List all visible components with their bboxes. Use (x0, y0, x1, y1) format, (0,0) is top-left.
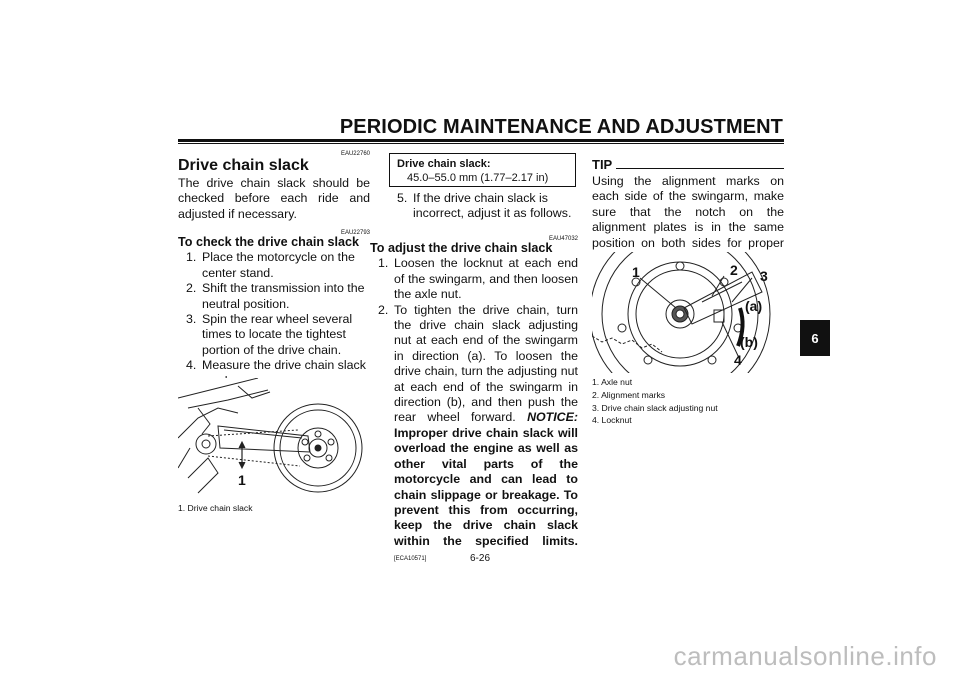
header-rule-thin (178, 143, 784, 144)
caption-item: 3. Drive chain slack adjusting nut (592, 402, 718, 413)
notice-code: [ECA10571] (394, 556, 427, 563)
step-text: Shift the transmission into the neutral position. (202, 281, 365, 311)
step-number: 2. (378, 302, 389, 317)
step-number: 1. (186, 250, 197, 265)
list-item (370, 303, 578, 568)
step-number: 4. (186, 358, 197, 373)
tip-label: TIP (592, 157, 613, 172)
callout-1: 1 (632, 264, 640, 280)
step-number: 5. (397, 191, 408, 205)
step-text: Measure the drive chain slack (202, 358, 366, 373)
figure-callout-1: 1 (238, 472, 246, 488)
subsection-code: EAU47032 (548, 236, 578, 242)
caption-item: 2. Alignment marks (592, 389, 666, 400)
step-number: 2. (186, 281, 197, 296)
chapter-tab: 6 (800, 320, 830, 356)
step-text: To tighten the drive chain, turn the drive chain slack adjusting nut at each end of the swingarm in direction (a). To loosen the drive chain, turn the adjusting nut at each end of the swingarm in direction (b), and then push the rear wheel forward. (394, 302, 578, 425)
tip-header (592, 157, 784, 172)
caption-item: 4. Locknut (592, 415, 632, 426)
step-number: 1. (378, 256, 389, 271)
list-item (178, 250, 370, 281)
list-item (370, 256, 578, 302)
notice-text: Improper drive chain slack will overload the engine as well as other vital parts of the motorcycle and can lead to chain slippage or breakage. To prevent this from occurring, keep the drive chain slack within the specified limits. (394, 425, 578, 548)
callout-a: (a) (745, 298, 763, 314)
intro-paragraph: The drive chain slack should be checked before each ride and adjusted if necessary. (178, 176, 370, 221)
check-procedure (178, 235, 370, 389)
notice-label: NOTICE: (527, 410, 578, 425)
caption-item: 1. Axle nut (592, 377, 633, 387)
tip-rule (616, 168, 784, 169)
spec-value: 45.0–55.0 mm (1.77–2.17 in) (407, 172, 549, 184)
figure-caption: 1. Drive chain slack (178, 503, 253, 513)
header-rule (178, 139, 784, 142)
spec-box (389, 153, 576, 187)
page-number: 6-26 (469, 553, 490, 564)
subheading-check: To check the drive chain slack (178, 235, 360, 249)
subheading-adjust: To adjust the drive chain slack (370, 241, 553, 255)
callout-2: 2 (730, 262, 738, 278)
list-item (389, 191, 579, 222)
list-item (178, 312, 370, 358)
motorcycle-drawing (178, 378, 370, 498)
figure-captions (592, 376, 784, 427)
step-text: Spin the rear wheel several times to locate the tightest portion of the drive chain. (202, 312, 353, 357)
callout-b: (b) (740, 334, 758, 350)
callout-4: 4 (734, 352, 742, 368)
callout-3: 3 (760, 268, 768, 284)
step-5 (389, 191, 579, 222)
step-text: If the drive chain slack is incorrect, adjust it as follows. (413, 191, 572, 221)
list-item (178, 281, 370, 312)
axle-adjuster-illustration (592, 252, 784, 373)
step-text: Loosen the locknut at each end of the swingarm, and then loosen the axle nut. (394, 256, 578, 302)
spec-label: Drive chain slack: (397, 158, 491, 170)
step-text: Place the motorcycle on the center stand. (202, 250, 355, 280)
left-column (178, 157, 370, 222)
section-code: EAU22760 (340, 151, 370, 157)
section-title: Drive chain slack (178, 157, 309, 174)
tip-text: Using the alignment marks on each side of the swingarm, make sure that the notch on the alignment plates is in the same position on both sides for proper (592, 174, 784, 250)
page-header-title: PERIODIC MAINTENANCE AND ADJUSTMENT (339, 116, 783, 138)
watermark: carmanualsonline.info (673, 641, 937, 671)
subsection-code: EAU22793 (340, 230, 370, 236)
motorcycle-chain-illustration (178, 378, 370, 498)
step-number: 3. (186, 312, 197, 327)
adjust-procedure (370, 241, 578, 568)
